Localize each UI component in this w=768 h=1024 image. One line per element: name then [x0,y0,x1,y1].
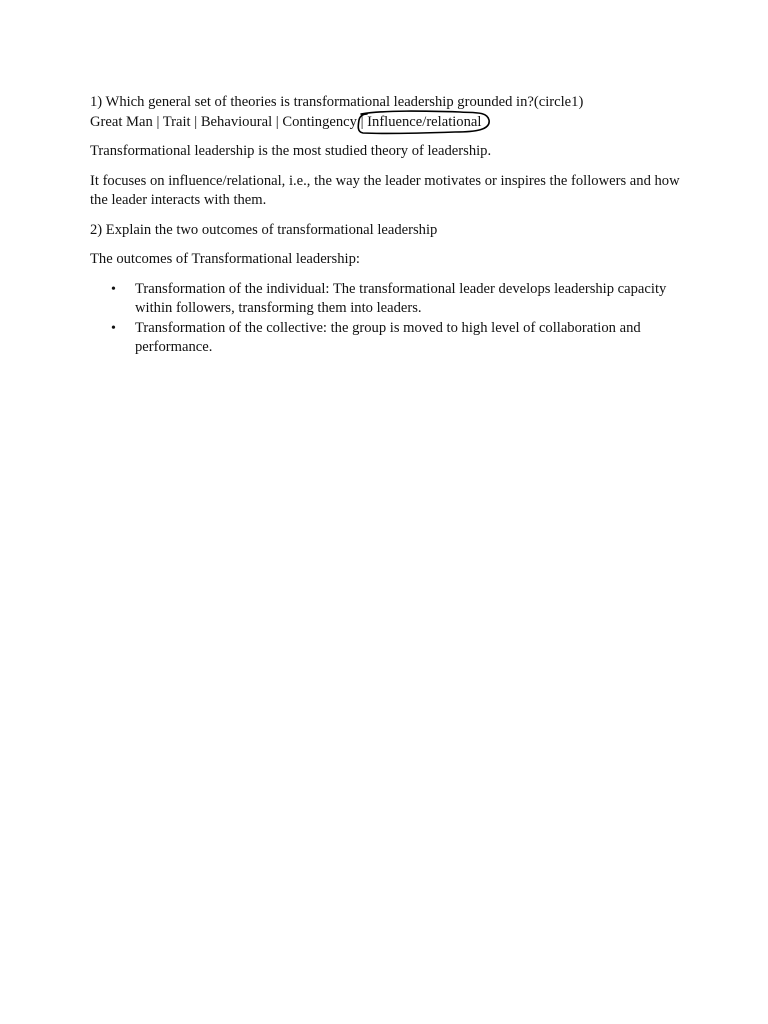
answer-2-intro: The outcomes of Transformational leadership: [90,251,360,267]
question-1 [90,93,680,132]
question-2-prompt: 2) Explain the two outcomes of transformational leadership [90,221,438,238]
bullet-icon: • [111,320,116,336]
list-item [90,319,680,358]
question-1-prompt: 1) Which general set of theories is transformational leadership grounded in?(circle1) [90,94,584,110]
question-1-options: Great Man | Trait | Behavioural | Contingency | Influence/relational [90,113,482,130]
outcomes-list [90,280,680,358]
answer-1-sentence-1: Transformational leadership is the most studied theory of leadership. [90,143,492,159]
list-item [90,280,680,319]
answer-1-sentence-2: It focuses on influence/relational, i.e., the way the leader motivates or inspires the followers and how the leader interacts with them. [90,172,680,208]
list-item-text: Transformation of the individual: The transformational leader develops leadership capacity within followers, transforming them into leaders. [135,280,667,316]
document-body [90,93,680,358]
bullet-icon: • [111,281,116,297]
list-item-text: Transformation of the collective: the group is moved to high level of collaboration and performance. [135,319,641,355]
